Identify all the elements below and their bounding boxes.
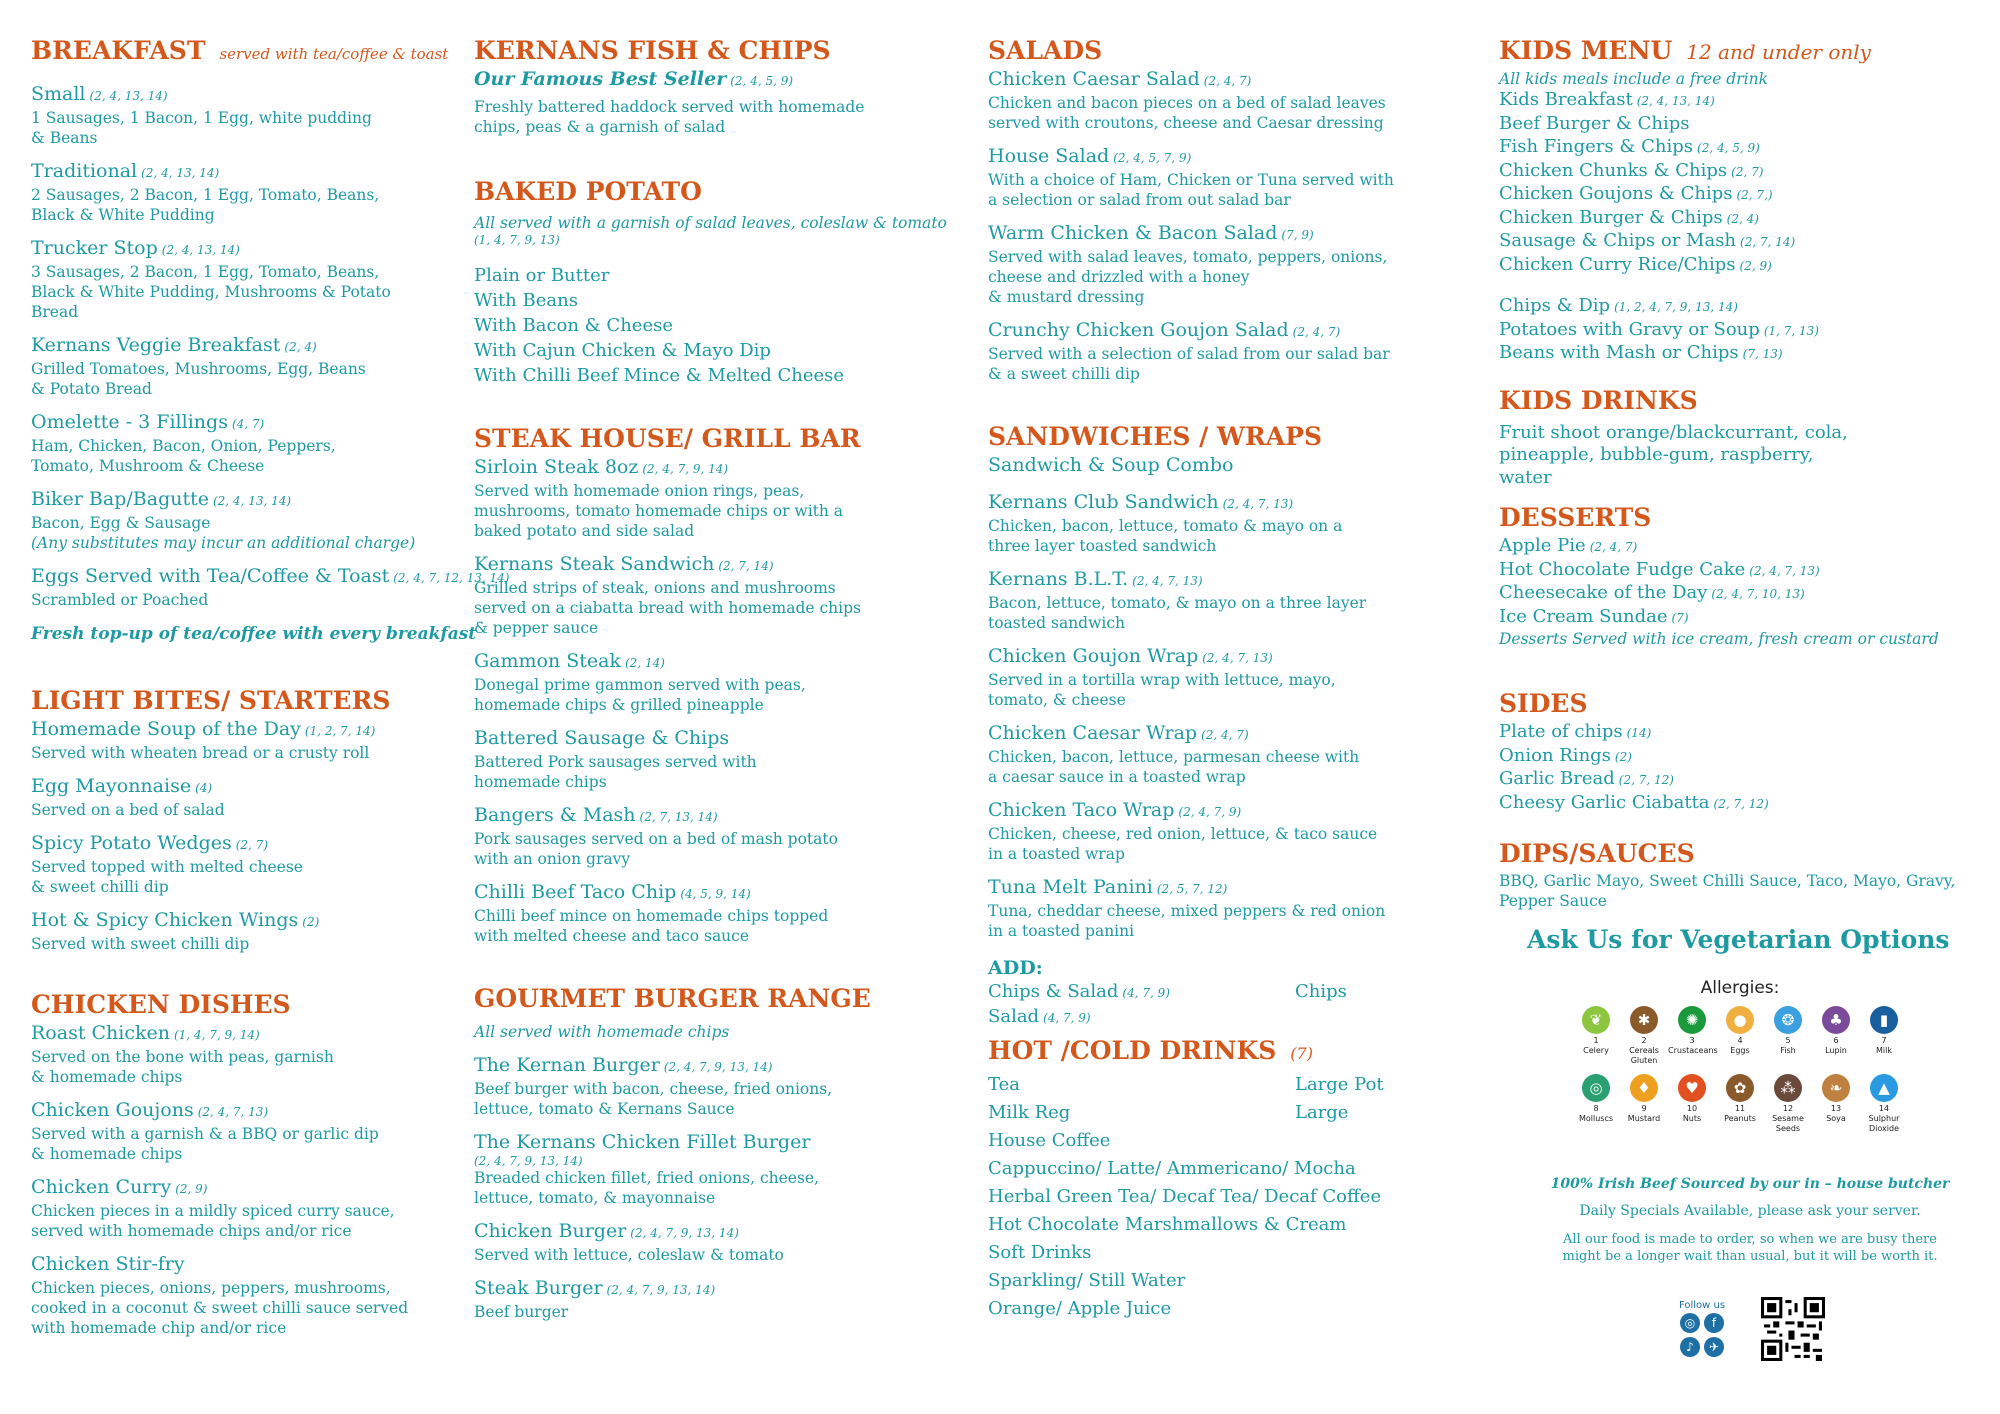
fish-chips-heading: KERNANS FISH & CHIPS bbox=[474, 36, 831, 65]
item-allergens: (2, 7, 14) bbox=[1740, 235, 1796, 249]
item-description: Served with homemade onion rings, peas, mushrooms, tomato homemade chips or with a baked potato and side salad bbox=[474, 482, 844, 540]
menu-item bbox=[1499, 745, 1979, 769]
breakfast-heading: BREAKFAST served with tea/coffee & toast bbox=[31, 36, 449, 65]
item-description: 3 Sausages, 2 Bacon, 1 Egg, Tomato, Beans, Black & White Pudding, Mushrooms & Potato Bread bbox=[31, 263, 391, 321]
item-allergens: (2, 4, 7, 9, 13, 14) bbox=[630, 1226, 739, 1240]
allergen-peanuts: ✿ 11 Peanuts bbox=[1716, 1074, 1764, 1134]
peanuts-icon: ✿ bbox=[1726, 1074, 1754, 1102]
steak-house-heading: STEAK HOUSE/ GRILL BAR bbox=[474, 424, 861, 453]
baked-potato-note: All served with a garnish of salad leaves, coleslaw & tomato bbox=[474, 214, 947, 232]
menu-item bbox=[1499, 319, 1979, 343]
steak-house-section bbox=[474, 422, 954, 946]
add-item: Salad (4, 7, 9) bbox=[988, 1006, 1091, 1027]
item-description: Served topped with melted cheese & sweet chilli dip bbox=[31, 858, 303, 896]
item-description: 2 Sausages, 2 Bacon, 1 Egg, Tomato, Beans, Black & White Pudding bbox=[31, 186, 380, 224]
menu-item bbox=[988, 222, 1400, 307]
item-allergens: (2, 14) bbox=[625, 656, 665, 670]
item-name: Kernans Veggie Breakfast (2, 4) bbox=[31, 334, 317, 356]
salads-section bbox=[988, 34, 1400, 384]
menu-item bbox=[31, 718, 471, 763]
item-allergens: (2) bbox=[1614, 749, 1632, 764]
item-name: House Salad (2, 4, 5, 7, 9) bbox=[988, 145, 1192, 167]
made-to-order-note: All our food is made to order, so when we are busy there might be a longer wait than usual, but it will be worth it. bbox=[1562, 1232, 1938, 1264]
item-allergens: (2, 7, 12) bbox=[1713, 796, 1769, 811]
item-name: Chicken Chunks & Chips (2, 7) bbox=[1499, 159, 1764, 181]
tiktok-icon[interactable]: ♪ bbox=[1680, 1337, 1700, 1357]
allergies-title: Allergies: bbox=[1700, 978, 1780, 998]
item-description: Pork sausages served on a bed of mash potato with an onion gravy bbox=[474, 830, 838, 868]
drink-item: Milk Reg Large bbox=[988, 1102, 1349, 1123]
item-name: Tuna Melt Panini (2, 5, 7, 12) bbox=[988, 876, 1228, 898]
allergen-eggs: ● 4 Eggs bbox=[1716, 1006, 1764, 1066]
item-name: Chicken Curry (2, 9) bbox=[31, 1176, 208, 1198]
item-description: Served with sweet chilli dip bbox=[31, 935, 250, 953]
menu-item bbox=[31, 411, 471, 476]
item-allergens: (2, 4, 7, 9, 14) bbox=[642, 462, 729, 476]
item-description: Breaded chicken fillet, fried onions, cheese, lettuce, tomato, & mayonnaise bbox=[474, 1169, 820, 1207]
menu-item bbox=[31, 1253, 471, 1338]
follow-us-label: Follow us bbox=[1678, 1300, 1726, 1311]
item-allergens: (2, 7, 13, 14) bbox=[639, 810, 718, 824]
item-name: Apple Pie (2, 4, 7) bbox=[1499, 535, 1638, 556]
chicken-dishes-section bbox=[31, 988, 471, 1338]
item-allergens: (2, 5, 7, 12) bbox=[1156, 882, 1228, 896]
menu-item bbox=[31, 160, 471, 225]
item-name: Ice Cream Sundae (7) bbox=[1499, 605, 1689, 627]
item-description: Served on the bone with peas, garnish & homemade chips bbox=[31, 1048, 334, 1086]
item-name: Chicken Curry Rice/Chips (2, 9) bbox=[1499, 253, 1772, 275]
burgers-note: All served with homemade chips bbox=[474, 1023, 730, 1041]
kids-menu-heading: KIDS MENU 12 and under only bbox=[1499, 36, 1871, 65]
item-description: Donegal prime gammon served with peas, homemade chips & grilled pineapple bbox=[474, 676, 806, 714]
item-name: Eggs Served with Tea/Coffee & Toast (2, 4, 7, 12, 13, 14) bbox=[31, 565, 510, 587]
kids-menu-tagline: All kids meals include a free drink bbox=[1499, 70, 1768, 88]
item-allergens: (2, 4, 7) bbox=[1589, 540, 1638, 554]
item-description: Grilled strips of steak, onions and mushrooms served on a ciabatta bread with homemade chips & pepper sauce bbox=[474, 579, 861, 637]
menu-item bbox=[31, 565, 510, 610]
item-name: Egg Mayonnaise (4) bbox=[31, 775, 213, 797]
item-allergens: (2, 9) bbox=[175, 1182, 208, 1196]
item-description: Served with salad leaves, tomato, peppers, onions, cheese and drizzled with a honey & mustard dressing bbox=[988, 248, 1388, 306]
menu-item bbox=[31, 1022, 471, 1087]
menu-item bbox=[1499, 342, 1979, 366]
item-allergens: (7) bbox=[1671, 610, 1689, 625]
drink-item: Sparkling/ Still Water bbox=[988, 1270, 1186, 1291]
menu-item bbox=[1499, 183, 1979, 207]
item-description: Chicken, bacon, lettuce, parmesan cheese with a caesar sauce in a toasted wrap bbox=[988, 748, 1360, 786]
item-allergens: (2, 4, 13, 14) bbox=[212, 494, 292, 508]
item-name: Cheesecake of the Day (2, 4, 7, 10, 13) bbox=[1499, 582, 1805, 603]
item-name: Chicken Goujon Wrap (2, 4, 7, 13) bbox=[988, 645, 1273, 667]
item-name: Sausage & Chips or Mash (2, 7, 14) bbox=[1499, 230, 1796, 251]
item-name: Garlic Bread (2, 7, 12) bbox=[1499, 768, 1674, 789]
item-description: Battered Pork sausages served with homemade chips bbox=[474, 753, 757, 791]
item-description: Grilled Tomatoes, Mushrooms, Egg, Beans & Potato Bread bbox=[31, 360, 366, 398]
item-allergens: (2, 4, 7, 10, 13) bbox=[1711, 587, 1805, 601]
item-name: Chicken Stir-fry bbox=[31, 1253, 185, 1275]
menu-item bbox=[31, 488, 471, 553]
item-allergens: (4, 7) bbox=[231, 417, 265, 431]
menu-item bbox=[474, 1054, 954, 1119]
item-description: Bacon, Egg & Sausage (Any substitutes may incur an additional charge) bbox=[31, 514, 416, 552]
menu-item bbox=[1499, 295, 1979, 319]
item-allergens: (2, 4, 7, 13) bbox=[1202, 651, 1273, 665]
fish-chips-desc: Freshly battered haddock served with homemade chips, peas & a garnish of salad bbox=[474, 98, 865, 136]
menu-item bbox=[31, 237, 471, 322]
desserts-note: Desserts Served with ice cream, fresh cream or custard bbox=[1499, 630, 1939, 648]
dips-list: BBQ, Garlic Mayo, Sweet Chilli Sauce, Taco, Mayo, Gravy, Pepper Sauce bbox=[1499, 872, 1956, 910]
irish-beef-note: 100% Irish Beef Sourced by our in – house butcher bbox=[1550, 1176, 1950, 1192]
breakfast-note: served with tea/coffee & toast bbox=[219, 45, 449, 63]
burgers-section bbox=[474, 982, 954, 1322]
item-name: The Kernan Burger (2, 4, 7, 9, 13, 14) bbox=[474, 1054, 773, 1076]
item-name: Battered Sausage & Chips bbox=[474, 727, 730, 749]
item-description: Tuna, cheddar cheese, mixed peppers & red onion in a toasted panini bbox=[988, 902, 1386, 940]
menu-item bbox=[988, 799, 1400, 864]
baked-potato-option: With Beans bbox=[474, 290, 578, 311]
crustaceans-icon: ✺ bbox=[1678, 1006, 1706, 1034]
item-allergens: (2, 4, 7) bbox=[1203, 74, 1252, 88]
menu-item bbox=[1499, 792, 1979, 816]
item-name: Chicken Caesar Salad (2, 4, 7) bbox=[988, 68, 1252, 90]
menu-item bbox=[1499, 160, 1979, 184]
chicken-dishes-heading: CHICKEN DISHES bbox=[31, 990, 291, 1019]
item-allergens: (2, 4, 7, 9) bbox=[1178, 805, 1242, 819]
item-description: Beef burger with bacon, cheese, fried onions, lettuce, tomato & Kernans Sauce bbox=[474, 1080, 833, 1118]
sides-section bbox=[1499, 687, 1979, 815]
menu-item bbox=[1499, 606, 1979, 630]
eggs-icon: ● bbox=[1726, 1006, 1754, 1034]
baked-potato-option: With Bacon & Cheese bbox=[474, 315, 673, 336]
light-bites-heading: LIGHT BITES/ STARTERS bbox=[31, 686, 391, 715]
item-name: Kernans Steak Sandwich (2, 7, 14) bbox=[474, 553, 774, 575]
item-allergens: (2, 4, 7, 12, 13, 14) bbox=[393, 571, 510, 585]
item-description: Chicken pieces in a mildly spiced curry sauce, served with homemade chips and/or rice bbox=[31, 1202, 395, 1240]
item-name: Plate of chips (14) bbox=[1499, 721, 1652, 742]
menu-item bbox=[1499, 721, 1979, 745]
item-description: Bacon, lettuce, tomato, & mayo on a three layer toasted sandwich bbox=[988, 594, 1367, 632]
item-name: Beans with Mash or Chips (7, 13) bbox=[1499, 342, 1783, 363]
mustard-icon: ♦ bbox=[1630, 1074, 1658, 1102]
milk-icon: ▮ bbox=[1870, 1006, 1898, 1034]
allergen-lupin: ♣ 6 Lupin bbox=[1812, 1006, 1860, 1066]
item-allergens: (2, 4, 13, 14) bbox=[161, 243, 240, 257]
drink-item: Herbal Green Tea/ Decaf Tea/ Decaf Coffee bbox=[988, 1186, 1382, 1207]
item-name: The Kernans Chicken Fillet Burger (2, 4, 7, 9, 13, 14) bbox=[474, 1131, 954, 1168]
menu-item bbox=[988, 568, 1400, 633]
item-allergens: (2, 7,) bbox=[1736, 188, 1773, 202]
item-name: Hot & Spicy Chicken Wings (2) bbox=[31, 909, 320, 931]
item-name: Chicken Burger & Chips (2, 4) bbox=[1499, 206, 1759, 228]
item-allergens: (2, 7) bbox=[235, 838, 269, 852]
item-allergens: (4, 5, 9, 14) bbox=[680, 887, 751, 901]
item-description: Served with a garnish & a BBQ or garlic dip & homemade chips bbox=[31, 1125, 379, 1163]
menu-item bbox=[1499, 768, 1979, 792]
follow-us bbox=[1678, 1300, 1726, 1359]
item-name: Cheesy Garlic Ciabatta (2, 7, 12) bbox=[1499, 791, 1769, 813]
item-allergens: (4) bbox=[195, 781, 213, 795]
menu-item bbox=[474, 456, 954, 541]
item-name: Warm Chicken & Bacon Salad (7, 9) bbox=[988, 222, 1314, 244]
column-2 bbox=[474, 34, 954, 1322]
menu-item bbox=[474, 553, 954, 638]
item-allergens: (1, 2, 4, 7, 9, 13, 14) bbox=[1614, 300, 1738, 314]
allergen-sulphur-dioxide: ▲ 14 Sulphur Dioxide bbox=[1860, 1074, 1908, 1134]
kids-drinks-section bbox=[1499, 384, 1979, 490]
item-allergens: (2, 4, 13, 14) bbox=[141, 166, 220, 180]
item-name: Biker Bap/Bagutte (2, 4, 13, 14) bbox=[31, 488, 292, 510]
allergen-nuts: ♥ 10 Nuts bbox=[1668, 1074, 1716, 1134]
menu-item bbox=[474, 727, 954, 792]
item-name: Gammon Steak (2, 14) bbox=[474, 650, 665, 672]
sides-heading: SIDES bbox=[1499, 689, 1588, 718]
item-allergens: (2) bbox=[302, 915, 320, 929]
drink-item: Cappuccino/ Latte/ Ammericano/ Mocha bbox=[988, 1158, 1356, 1179]
soya-icon: ❧ bbox=[1822, 1074, 1850, 1102]
item-description: Chilli beef mince on homemade chips topped with melted cheese and taco sauce bbox=[474, 907, 829, 945]
add-label: ADD: bbox=[988, 957, 1043, 979]
menu-item bbox=[474, 650, 954, 715]
item-description: Chicken, bacon, lettuce, tomato & mayo on a three layer toasted sandwich bbox=[988, 517, 1343, 555]
allergen-molluscs: ◎ 8 Molluscs bbox=[1572, 1074, 1620, 1134]
lupin-icon: ♣ bbox=[1822, 1006, 1850, 1034]
menu-item bbox=[988, 491, 1400, 556]
menu-item bbox=[988, 68, 1400, 133]
menu-item bbox=[474, 804, 954, 869]
menu-item bbox=[31, 909, 471, 954]
menu-item bbox=[474, 1277, 954, 1322]
item-allergens: (2, 7) bbox=[1731, 164, 1764, 179]
sulphur-dioxide-icon: ▲ bbox=[1870, 1074, 1898, 1102]
allergies-panel bbox=[1580, 978, 1900, 1134]
dips-heading: DIPS/SAUCES bbox=[1499, 839, 1695, 868]
item-allergens: (2, 4) bbox=[284, 340, 317, 354]
item-allergens: (7, 13) bbox=[1742, 347, 1783, 361]
molluscs-icon: ◎ bbox=[1582, 1074, 1610, 1102]
item-description: Served on a bed of salad bbox=[31, 801, 225, 819]
item-name: Chicken Goujons & Chips (2, 7,) bbox=[1499, 183, 1773, 204]
add-section bbox=[988, 957, 1400, 1030]
baked-potato-heading: BAKED POTATO bbox=[474, 177, 702, 206]
baked-potato-option: With Chilli Beef Mince & Melted Cheese bbox=[474, 365, 845, 386]
menu-item bbox=[1499, 230, 1979, 254]
menu-item bbox=[1499, 582, 1979, 606]
nuts-icon: ♥ bbox=[1678, 1074, 1706, 1102]
item-name: Bangers & Mash (2, 7, 13, 14) bbox=[474, 804, 718, 826]
drink-item: House Coffee bbox=[988, 1130, 1111, 1151]
menu-item bbox=[31, 1176, 471, 1241]
kids-menu-section bbox=[1499, 34, 1979, 366]
item-allergens: (7, 9) bbox=[1281, 228, 1314, 242]
fish-chips-section bbox=[474, 34, 954, 137]
drinks-heading: HOT /COLD DRINKS (7) bbox=[988, 1036, 1313, 1065]
desserts-heading: DESSERTS bbox=[1499, 503, 1652, 532]
item-name: Hot Chocolate Fudge Cake (2, 4, 7, 13) bbox=[1499, 558, 1820, 580]
item-name: Kernans B.L.T. (2, 4, 7, 13) bbox=[988, 568, 1203, 590]
item-name: Fish Fingers & Chips (2, 4, 5, 9) bbox=[1499, 136, 1760, 157]
item-description: Served in a tortilla wrap with lettuce, mayo, tomato, & cheese bbox=[988, 671, 1336, 709]
item-allergens: (2, 4, 7, 9, 13, 14) bbox=[474, 1154, 583, 1168]
baked-potato-allergens: (1, 4, 7, 9, 13) bbox=[474, 233, 560, 247]
instagram-icon[interactable]: ◎ bbox=[1680, 1313, 1700, 1333]
burgers-heading: GOURMET BURGER RANGE bbox=[474, 984, 871, 1013]
item-description: Served with lettuce, coleslaw & tomato bbox=[474, 1246, 784, 1264]
facebook-icon[interactable]: f bbox=[1704, 1313, 1724, 1333]
qr-code[interactable] bbox=[1761, 1297, 1825, 1361]
vegetarian-banner: Ask Us for Vegetarian Options bbox=[1527, 925, 1950, 954]
item-allergens: (2, 4, 7) bbox=[1201, 728, 1249, 742]
menu-item bbox=[1499, 254, 1979, 278]
allergen-sesame-seeds: ⁂ 12 Sesame Seeds bbox=[1764, 1074, 1812, 1134]
drink-item: Orange/ Apple Juice bbox=[988, 1298, 1172, 1319]
item-name: Traditional (2, 4, 13, 14) bbox=[31, 160, 220, 182]
item-allergens: (1, 4, 7, 9, 14) bbox=[173, 1028, 260, 1042]
menu-item bbox=[1499, 136, 1979, 160]
allergen-soya: ❧ 13 Soya bbox=[1812, 1074, 1860, 1134]
menu-item bbox=[1499, 559, 1979, 583]
menu-item bbox=[474, 1220, 954, 1265]
menu-item bbox=[1499, 535, 1979, 559]
item-name: Homemade Soup of the Day (1, 2, 7, 14) bbox=[31, 718, 376, 740]
item-name: Potatoes with Gravy or Soup (1, 7, 13) bbox=[1499, 318, 1819, 340]
breakfast-section bbox=[31, 34, 510, 644]
daily-specials-note: Daily Specials Available, please ask your server. bbox=[1579, 1203, 1921, 1219]
menu-item bbox=[1499, 113, 1979, 137]
breakfast-footer: Fresh top-up of tea/coffee with every breakfast bbox=[31, 624, 477, 644]
menu-item bbox=[1499, 89, 1979, 113]
item-description: Chicken and bacon pieces on a bed of salad leaves served with croutons, cheese and Caesar dressing bbox=[988, 94, 1386, 132]
item-description: 1 Sausages, 1 Bacon, 1 Egg, white pudding & Beans bbox=[31, 109, 372, 147]
cereals-gluten-icon: ✱ bbox=[1630, 1006, 1658, 1034]
item-allergens: (2, 4, 13, 14) bbox=[89, 89, 168, 103]
item-allergens: (2, 4, 13, 14) bbox=[1636, 94, 1715, 108]
baked-potato-option: Plain or Butter bbox=[474, 265, 610, 286]
menu-item bbox=[988, 145, 1400, 210]
item-allergens: (2, 4, 7, 9, 13, 14) bbox=[606, 1283, 716, 1297]
item-name: Chicken Taco Wrap (2, 4, 7, 9) bbox=[988, 799, 1242, 821]
dips-section bbox=[1499, 837, 1979, 911]
item-name: Crunchy Chicken Goujon Salad (2, 4, 7) bbox=[988, 319, 1341, 341]
menu-item bbox=[988, 876, 1400, 941]
item-allergens: (2, 7, 14) bbox=[718, 559, 774, 573]
add-item: Chips & Salad (4, 7, 9) Chips bbox=[988, 981, 1347, 1002]
item-name: Trucker Stop (2, 4, 13, 14) bbox=[31, 237, 240, 259]
item-allergens: (2, 4, 5, 7, 9) bbox=[1113, 151, 1192, 165]
item-name: Chicken Goujons (2, 4, 7, 13) bbox=[31, 1099, 269, 1121]
item-name: Steak Burger (2, 4, 7, 9, 13, 14) bbox=[474, 1277, 716, 1299]
baked-potato-option: With Cajun Chicken & Mayo Dip bbox=[474, 340, 771, 361]
kids-drinks-heading: KIDS DRINKS bbox=[1499, 385, 1698, 415]
menu-item bbox=[31, 832, 471, 897]
column-3 bbox=[988, 34, 1400, 1323]
item-description: Chicken, cheese, red onion, lettuce, & taco sauce in a toasted wrap bbox=[988, 825, 1378, 863]
sesame-seeds-icon: ⁂ bbox=[1774, 1074, 1802, 1102]
drink-item: Soft Drinks bbox=[988, 1242, 1092, 1263]
item-name: Chicken Caesar Wrap (2, 4, 7) bbox=[988, 722, 1249, 744]
item-name: Onion Rings (2) bbox=[1499, 744, 1632, 766]
menu-item bbox=[1499, 207, 1979, 231]
menu-item bbox=[988, 319, 1400, 384]
item-name: Chicken Burger (2, 4, 7, 9, 13, 14) bbox=[474, 1220, 739, 1242]
allergen-celery: ❦ 1 Celery bbox=[1572, 1006, 1620, 1066]
menu-item bbox=[31, 1099, 471, 1164]
item-description: Served with wheaten bread or a crusty roll bbox=[31, 744, 370, 762]
allergen-mustard: ♦ 9 Mustard bbox=[1620, 1074, 1668, 1134]
sandwich-soup-combo: Sandwich & Soup Combo bbox=[988, 454, 1234, 476]
item-allergens: (2, 4, 5, 9) bbox=[1697, 141, 1760, 155]
item-allergens: (2, 4, 7, 13) bbox=[1749, 563, 1820, 578]
twitter-icon[interactable]: ✈ bbox=[1704, 1337, 1724, 1357]
item-description: Beef burger bbox=[474, 1303, 569, 1321]
item-allergens: (2, 4, 7, 13) bbox=[1132, 574, 1203, 588]
column-4 bbox=[1499, 34, 1979, 954]
drink-item: Hot Chocolate Marshmallows & Cream bbox=[988, 1214, 1347, 1235]
menu-item bbox=[988, 645, 1400, 710]
sandwiches-heading: SANDWICHES / WRAPS bbox=[988, 422, 1323, 451]
item-allergens: (14) bbox=[1626, 726, 1652, 740]
menu-item bbox=[988, 722, 1400, 787]
drinks-section bbox=[988, 1034, 1400, 1323]
item-description: Scrambled or Poached bbox=[31, 591, 209, 609]
item-description: With a choice of Ham, Chicken or Tuna served with a selection or salad from out salad bar bbox=[988, 171, 1394, 209]
allergen-crustaceans: ✺ 3 Crustaceans bbox=[1668, 1006, 1716, 1066]
item-allergens: (1, 7, 13) bbox=[1763, 323, 1819, 338]
celery-icon: ❦ bbox=[1582, 1006, 1610, 1034]
light-bites-section bbox=[31, 684, 471, 954]
item-name: Kernans Club Sandwich (2, 4, 7, 13) bbox=[988, 491, 1294, 513]
item-allergens: (2, 4, 7, 13) bbox=[197, 1105, 269, 1119]
item-description: Served with a selection of salad from our salad bar & a sweet chilli dip bbox=[988, 345, 1390, 383]
menu-item bbox=[31, 334, 471, 399]
item-allergens: (2, 4, 7, 13) bbox=[1222, 497, 1294, 511]
menu-item bbox=[474, 1131, 954, 1208]
item-name: Beef Burger & Chips bbox=[1499, 112, 1690, 134]
kids-drinks-list: Fruit shoot orange/blackcurrant, cola, pineapple, bubble-gum, raspberry, water bbox=[1499, 421, 1848, 488]
fish-chips-tagline: Our Famous Best Seller (2, 4, 5, 9) bbox=[474, 68, 794, 90]
sandwiches-section bbox=[988, 420, 1400, 1030]
allergen-milk: ▮ 7 Milk bbox=[1860, 1006, 1908, 1066]
item-name: Sirloin Steak 8oz (2, 4, 7, 9, 14) bbox=[474, 456, 729, 478]
item-allergens: (2, 7, 12) bbox=[1618, 773, 1674, 787]
item-allergens: (2, 9) bbox=[1739, 258, 1772, 273]
desserts-section bbox=[1499, 501, 1979, 649]
item-name: Small (2, 4, 13, 14) bbox=[31, 83, 168, 105]
item-name: Chips & Dip (1, 2, 4, 7, 9, 13, 14) bbox=[1499, 295, 1738, 316]
drink-item: Tea Large Pot bbox=[988, 1074, 1384, 1095]
fish-icon: ❂ bbox=[1774, 1006, 1802, 1034]
item-name: Omelette - 3 Fillings (4, 7) bbox=[31, 411, 265, 433]
menu-item bbox=[31, 775, 471, 820]
item-allergens: (1, 2, 7, 14) bbox=[304, 724, 376, 738]
allergen-fish: ❂ 5 Fish bbox=[1764, 1006, 1812, 1066]
column-1 bbox=[31, 34, 510, 1338]
item-description: Chicken pieces, onions, peppers, mushrooms, cooked in a coconut & sweet chilli sauce served with homemade chip and/or rice bbox=[31, 1279, 409, 1337]
baked-potato-section bbox=[474, 175, 954, 388]
menu-item bbox=[31, 83, 471, 148]
allergen-cereals-gluten: ✱ 2 Cereals Gluten bbox=[1620, 1006, 1668, 1066]
item-allergens: (2, 4) bbox=[1726, 211, 1759, 226]
item-allergens: (2, 4, 7) bbox=[1292, 325, 1341, 339]
salads-heading: SALADS bbox=[988, 36, 1103, 65]
item-name: Chilli Beef Taco Chip (4, 5, 9, 14) bbox=[474, 881, 751, 903]
menu-item bbox=[474, 881, 954, 946]
item-name: Spicy Potato Wedges (2, 7) bbox=[31, 832, 269, 854]
item-allergens: (2, 4, 7, 9, 13, 14) bbox=[663, 1060, 773, 1074]
item-name: Roast Chicken (1, 4, 7, 9, 14) bbox=[31, 1022, 260, 1044]
item-description: Ham, Chicken, Bacon, Onion, Peppers, Tomato, Mushroom & Cheese bbox=[31, 437, 336, 475]
item-name: Kids Breakfast (2, 4, 13, 14) bbox=[1499, 89, 1715, 110]
